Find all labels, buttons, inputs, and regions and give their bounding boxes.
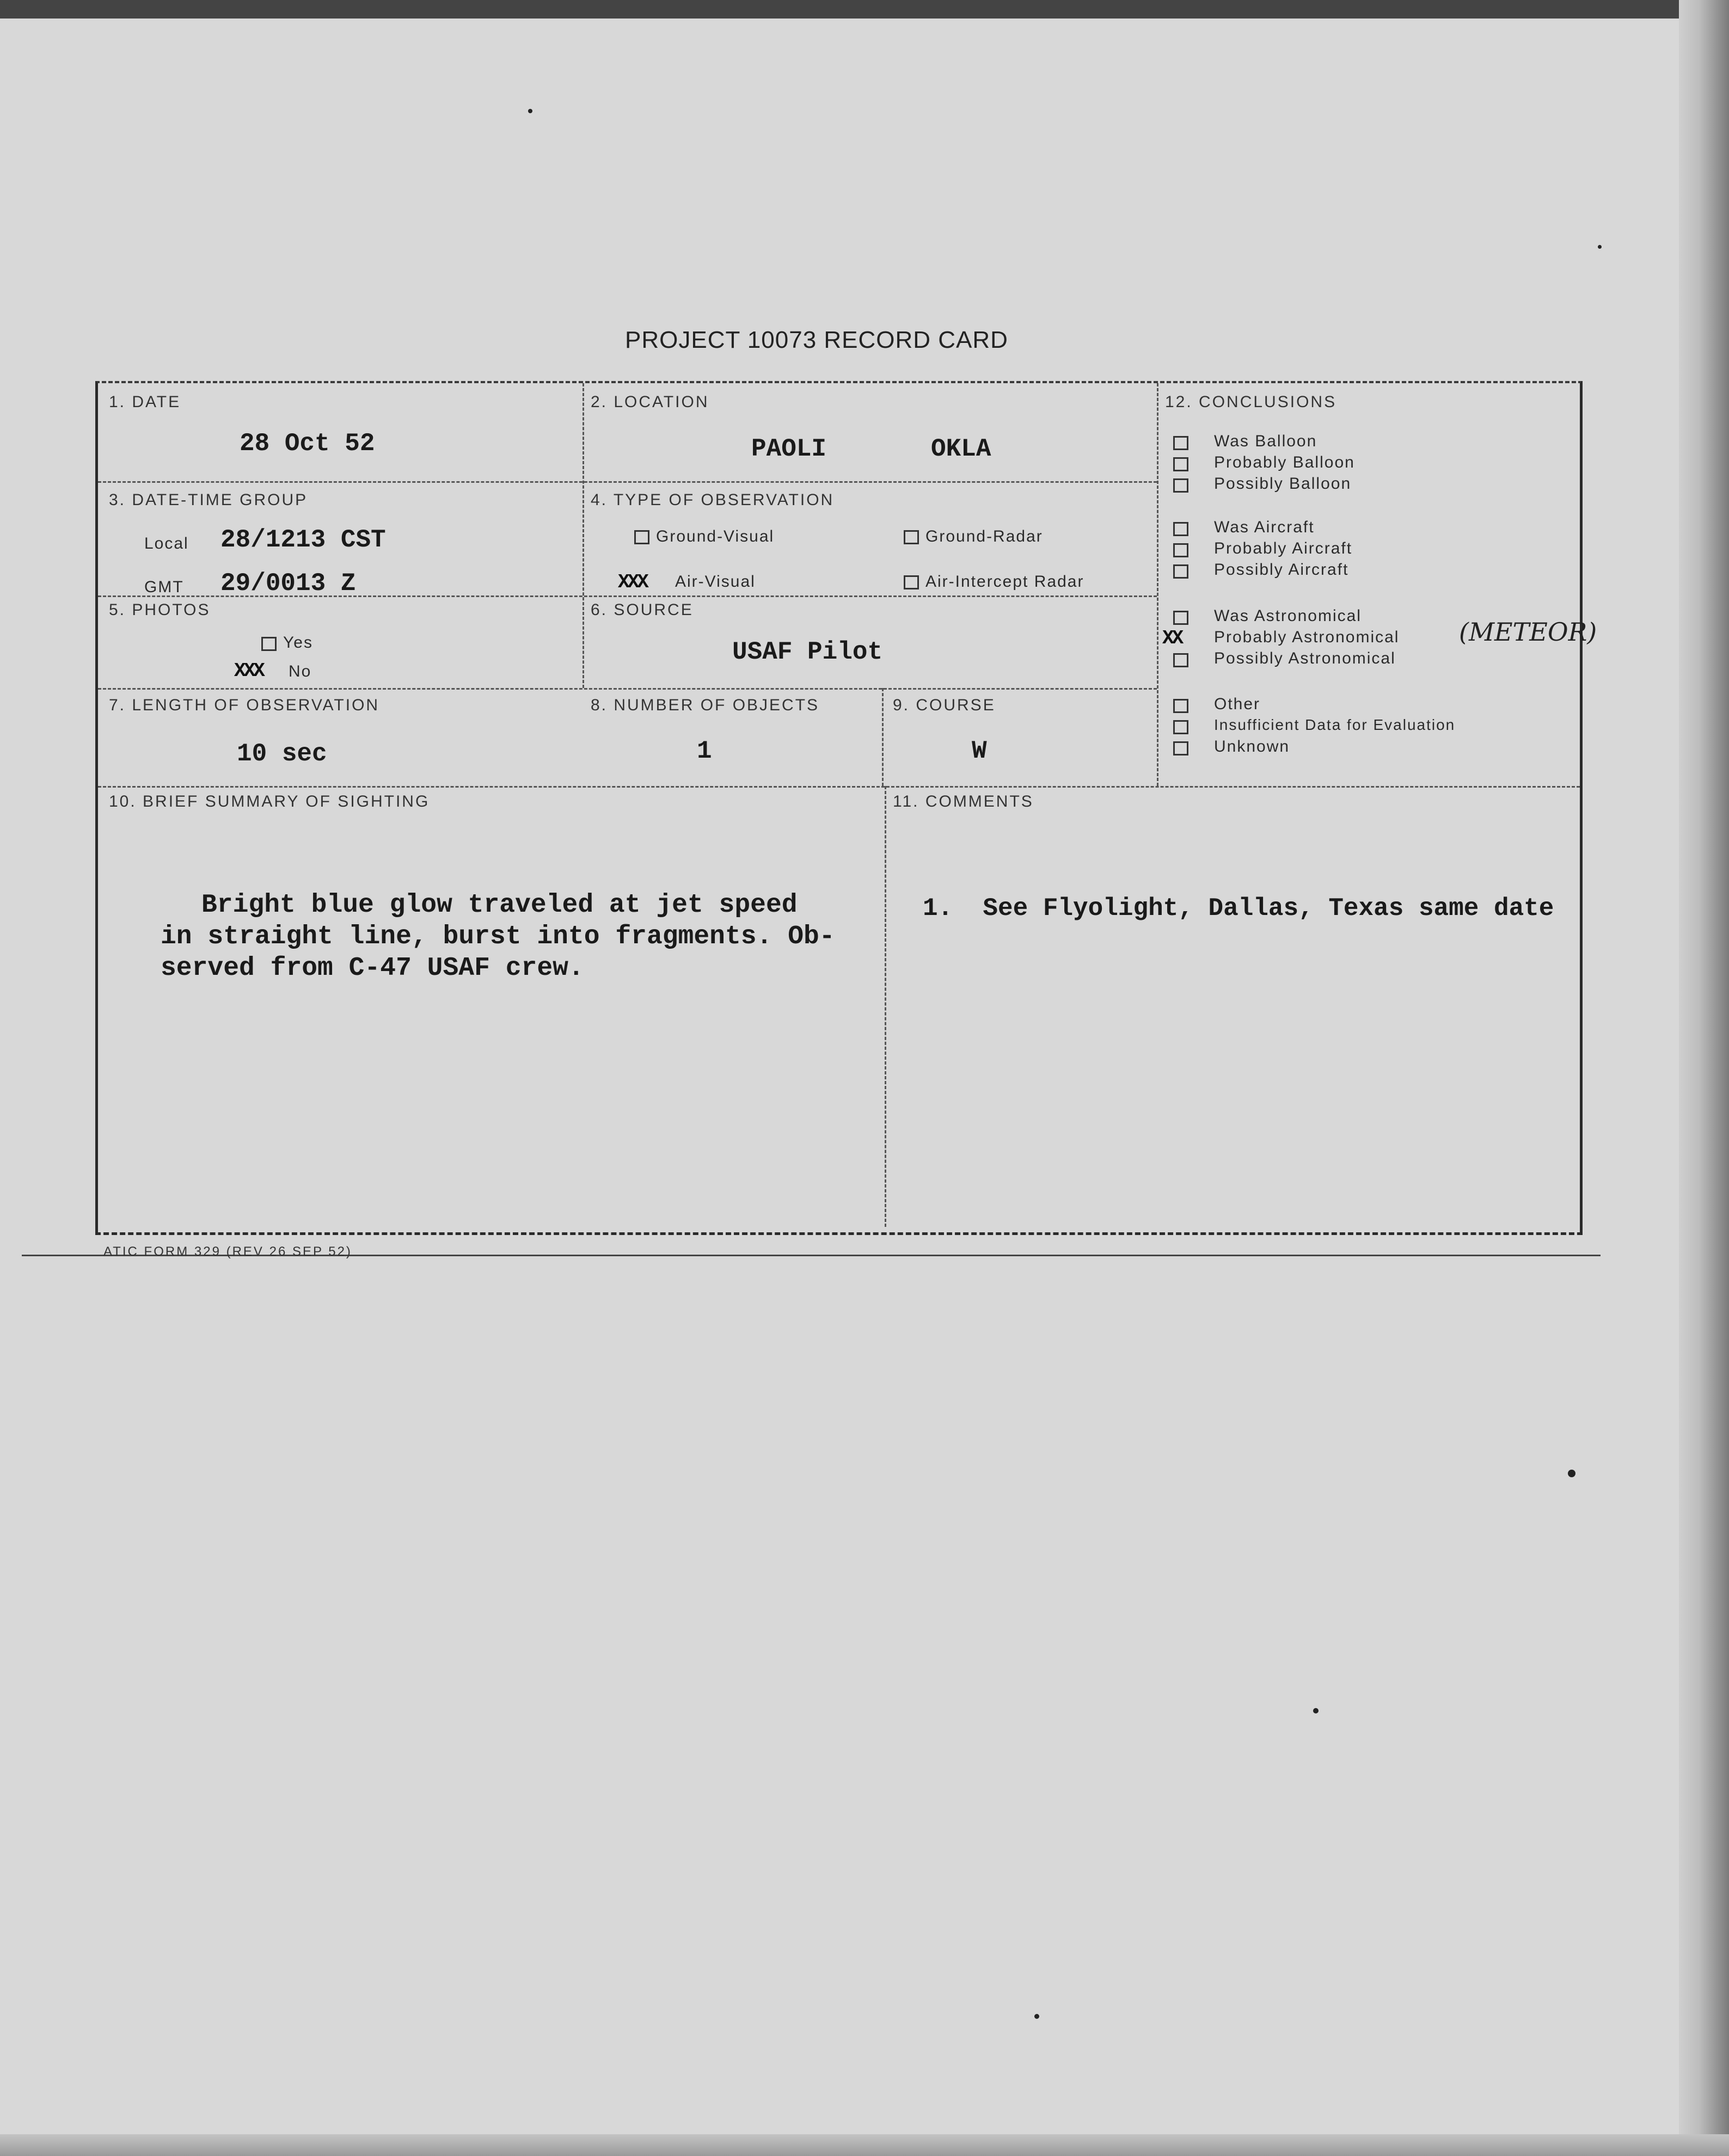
option-air-intercept-radar: Air-Intercept Radar [925, 573, 1084, 591]
divider [98, 481, 1157, 483]
date-value: 28 Oct 52 [240, 429, 375, 458]
source-value: USAF Pilot [732, 638, 883, 666]
option-air-visual: Air-Visual [675, 573, 756, 591]
checkbox-unknown [1173, 741, 1188, 755]
conclusion-unknown: Unknown [1214, 738, 1290, 755]
dtg-gmt-value: 29/0013 Z [220, 569, 356, 598]
photos-no: No [289, 662, 312, 680]
scan-speck [528, 109, 532, 113]
summary-label: 10. BRIEF SUMMARY OF SIGHTING [109, 793, 430, 810]
num-objects-label: 8. NUMBER OF OBJECTS [591, 696, 820, 714]
dtg-local-label: Local [144, 535, 189, 552]
conclusion-was-astronomical: Was Astronomical [1214, 607, 1362, 625]
conclusion-was-aircraft: Was Aircraft [1214, 518, 1315, 536]
num-objects-value: 1 [697, 737, 712, 765]
conclusion-was-balloon: Was Balloon [1214, 432, 1317, 450]
divider [885, 786, 886, 1227]
summary-line-1: Bright blue glow traveled at jet speed [201, 890, 798, 920]
scan-edge-bottom [0, 2134, 1729, 2156]
scan-edge-right [1679, 0, 1729, 2156]
location-label: 2. LOCATION [591, 393, 709, 411]
location-city: PAOLI [751, 435, 827, 463]
scan-speck [1034, 2014, 1039, 2019]
conclusion-possibly-balloon: Possibly Balloon [1214, 475, 1352, 493]
checkbox-ground-visual [634, 530, 649, 544]
location-state: OKLA [931, 435, 991, 463]
divider [882, 688, 884, 786]
record-card [95, 381, 1597, 1235]
conclusions-label: 12. CONCLUSIONS [1165, 393, 1337, 411]
handwritten-note: (METEOR) [1459, 617, 1597, 647]
checkbox-photos-yes [261, 637, 277, 651]
conclusion-possibly-astronomical: Possibly Astronomical [1214, 649, 1396, 667]
checked-mark-photos-no: XXX [234, 660, 263, 682]
option-ground-visual: Ground-Visual [656, 527, 775, 545]
checkbox-ground-radar [904, 530, 919, 544]
dtg-local-value: 28/1213 CST [220, 526, 386, 554]
photos-label: 5. PHOTOS [109, 601, 211, 619]
divider [583, 383, 584, 688]
summary-line-3: served from C-47 USAF crew. [161, 954, 584, 983]
divider [1157, 383, 1158, 786]
scan-speck [1598, 245, 1602, 249]
length-value: 10 sec [237, 740, 327, 768]
card-title: PROJECT 10073 RECORD CARD [625, 327, 1008, 353]
conclusion-probably-balloon: Probably Balloon [1214, 453, 1355, 471]
observation-type-label: 4. TYPE OF OBSERVATION [591, 491, 835, 509]
checkbox-was-astronomical [1173, 611, 1188, 625]
conclusion-probably-aircraft: Probably Aircraft [1214, 539, 1353, 557]
scan-speck [1313, 1708, 1319, 1713]
checked-mark-probably-astronomical: XX [1162, 627, 1182, 649]
comments-label: 11. COMMENTS [893, 793, 1034, 810]
checkbox-insufficient-data [1173, 720, 1188, 734]
divider [98, 786, 1580, 788]
option-ground-radar: Ground-Radar [925, 527, 1043, 545]
checkbox-probably-aircraft [1173, 543, 1188, 557]
conclusion-insufficient-data: Insufficient Data for Evaluation [1214, 716, 1456, 733]
checkbox-probably-balloon [1173, 457, 1188, 471]
comments-text: 1. See Flyolight, Dallas, Texas same date [923, 894, 1554, 923]
date-label: 1. DATE [109, 393, 181, 411]
dtg-label: 3. DATE-TIME GROUP [109, 491, 308, 509]
course-value: W [972, 737, 987, 765]
divider [98, 688, 1157, 690]
photos-yes: Yes [283, 634, 313, 652]
form-id: ATIC FORM 329 (REV 26 SEP 52) [103, 1244, 352, 1259]
source-label: 6. SOURCE [591, 601, 694, 619]
course-label: 9. COURSE [893, 696, 996, 714]
checkbox-other [1173, 699, 1188, 713]
scan-speck [1568, 1470, 1575, 1477]
checkbox-possibly-aircraft [1173, 564, 1188, 579]
conclusion-probably-astronomical: Probably Astronomical [1214, 628, 1400, 646]
checkbox-was-balloon [1173, 436, 1188, 450]
scan-edge-top [0, 0, 1729, 19]
conclusion-other: Other [1214, 695, 1261, 713]
checked-mark-air-visual: XXX [618, 571, 647, 593]
conclusion-possibly-aircraft: Possibly Aircraft [1214, 561, 1349, 579]
dtg-gmt-label: GMT [144, 578, 184, 596]
summary-line-2: in straight line, burst into fragments. Ob- [161, 922, 835, 951]
length-label: 7. LENGTH OF OBSERVATION [109, 696, 380, 714]
checkbox-air-intercept-radar [904, 575, 919, 589]
checkbox-was-aircraft [1173, 522, 1188, 536]
checkbox-possibly-balloon [1173, 478, 1188, 493]
checkbox-possibly-astronomical [1173, 653, 1188, 667]
